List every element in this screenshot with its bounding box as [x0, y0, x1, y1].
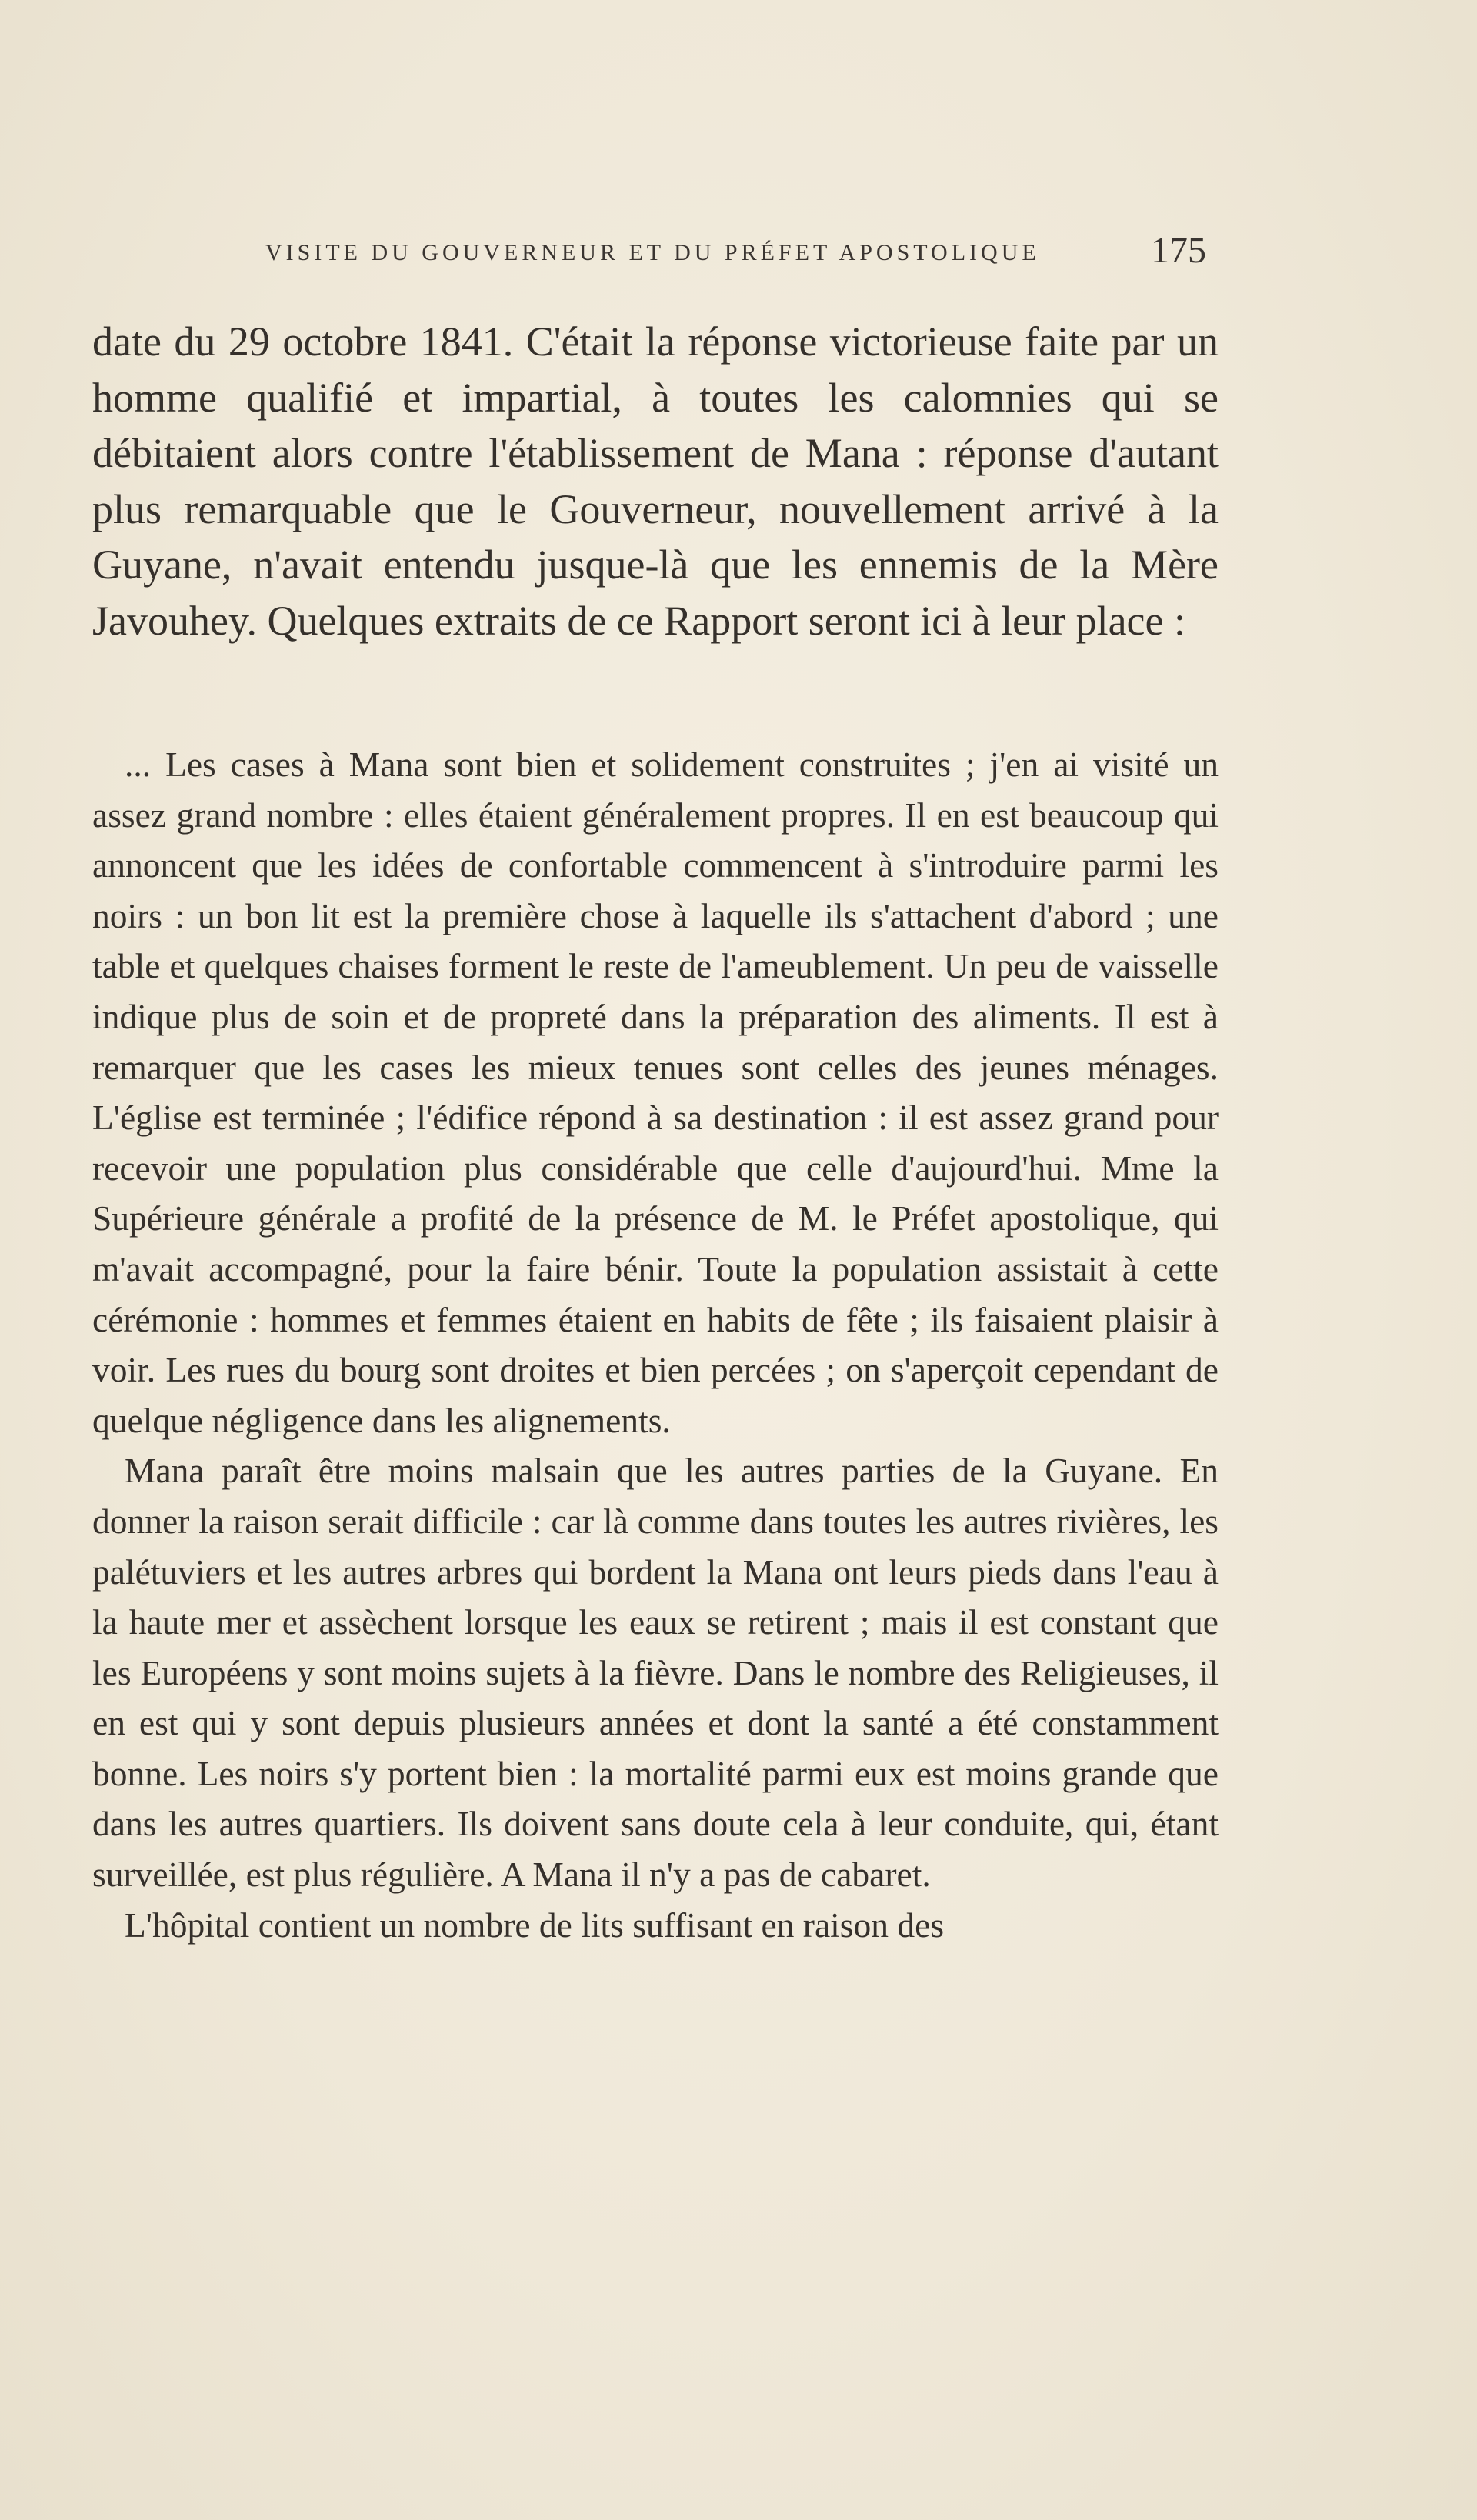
quote-paragraph: ... Les cases à Mana sont bien et solidement construites ; j'en ai visité un assez grand nombre : elles étaient généralement propres. Il en est beaucoup qui annoncent que les idées de confortable commencent à s'introduire parmi les noirs : un bon lit est la première chose à laquelle ils s'attachent d'abord ; une table et quelques chaises forment le reste de l'ameublement. Un peu de vaisselle indique plus de soin et de propreté dans la préparation des aliments. Il est à remarquer que les cases les mieux tenues sont celles des jeunes ménages. L'église est terminée ; l'édifice répond à sa destination : il est assez grand pour recevoir une population plus considérable que celle d'aujourd'hui. Mme la Supérieure générale a profité de la présence de M. le Préfet apostolique, qui m'avait accompagné, pour la faire bénir. Toute la population assistait à cette cérémonie : hommes et femmes étaient en habits de fête ; ils faisaient plaisir à voir. Les rues du bourg sont droites et bien percées ; on s'aperçoit cependant de quelque négligence dans les alignements. [92, 745, 1219, 1440]
quote-paragraph: L'hôpital contient un nombre de lits suffisant en raison des [125, 1905, 945, 1945]
paragraph: date du 29 octobre 1841. C'était la réponse victorieuse faite par un homme qualifié et impartial, à toutes les calomnies qui se débitaient alors contre l'établissement de Mana : réponse d'autant plus remarquable que le Gouverneur, nouvellement arrivé à la Guyane, n'avait entendu jusque-là que les ennemis de la Mère Javouhey. Quelques extraits de ce Rapport seront ici à leur place : [92, 318, 1219, 644]
quote-paragraph: Mana paraît être moins malsain que les autres parties de la Guyane. En donner la raison serait difficile : car là comme dans toutes les autres rivières, les palétuviers et les autres arbres qui bordent la Mana ont leurs pieds dans l'eau à la haute mer et assèchent lorsque les eaux se retirent ; mais il est constant que les Européens y sont moins sujets à la fièvre. Dans le nombre des Religieuses, il en est qui y sont depuis plusieurs années et dont la santé a été constamment bonne. Les noirs s'y portent bien : la mortalité parmi eux est moins grande que dans les autres quartiers. Ils doivent sans doute cela à leur conduite, qui, étant surveillée, est plus régulière. A Mana il n'y a pas de cabaret. [92, 1451, 1219, 1895]
intro-paragraph-block [92, 314, 1219, 648]
running-head [0, 230, 1477, 278]
quoted-report [92, 739, 1219, 1950]
running-title: VISITE DU GOUVERNEUR ET DU PRÉFET APOSTOLIQUE [265, 240, 1040, 265]
page-number: 175 [1151, 230, 1206, 271]
